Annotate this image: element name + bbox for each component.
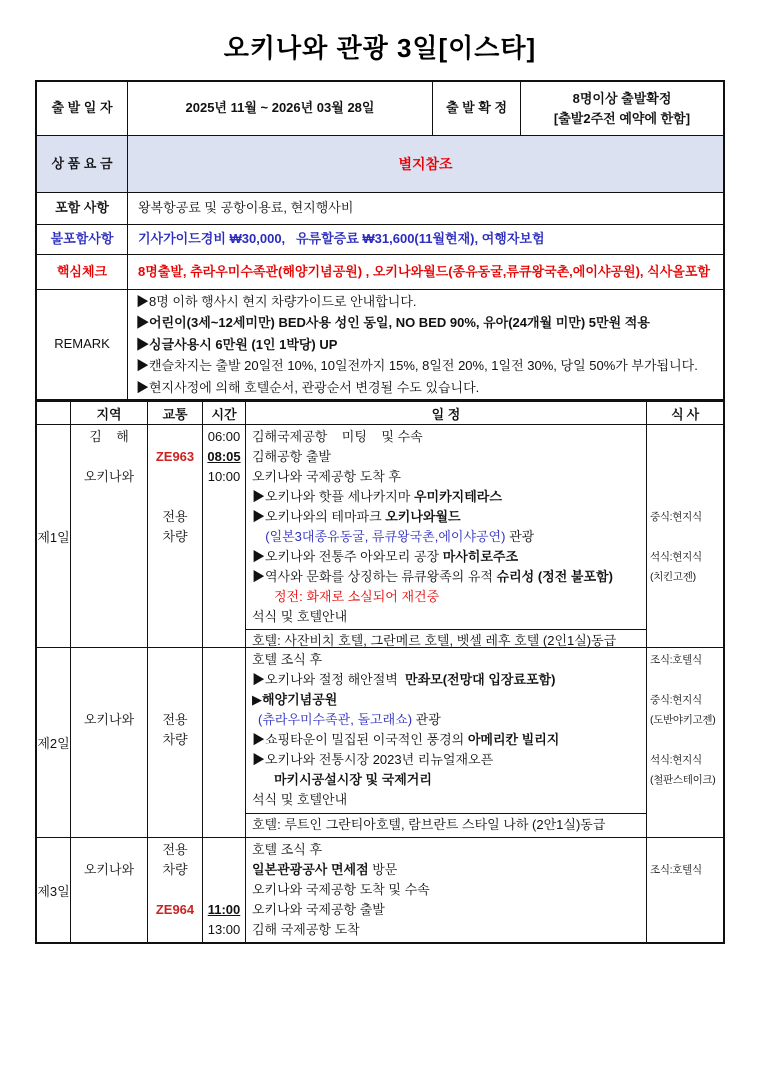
text-line bbox=[71, 840, 147, 860]
text-line bbox=[650, 527, 720, 547]
text-line: ▶오키나와의 테마파크 오키나와월드 bbox=[252, 509, 461, 524]
day3-schedule-cell bbox=[245, 838, 646, 942]
text-line: (일본3대종유동굴, 류큐왕국촌,에이샤공연) 관광 bbox=[258, 529, 535, 544]
day3-region bbox=[70, 838, 147, 942]
day2-schedule bbox=[246, 648, 646, 813]
core-check-value: 8명출발, 츄라우미수족관(해양기념공원) , 오키나와월드(종유동굴,류큐왕국촌,에이샤공원), 식사올포함 bbox=[127, 255, 723, 289]
text-line: ▶오키나와 전통시장 2023년 리뉴얼재오픈 bbox=[252, 752, 494, 767]
day1-schedule bbox=[246, 425, 646, 629]
info-row-exclude bbox=[37, 224, 723, 254]
header-time: 시간 bbox=[202, 402, 245, 424]
text-line: 호텔 조식 후 bbox=[252, 652, 323, 667]
text-line bbox=[148, 467, 202, 487]
text-line: 김해 국제공항 도착 bbox=[252, 922, 360, 937]
day1-transport bbox=[147, 425, 202, 647]
text-line bbox=[71, 670, 147, 690]
day2-time bbox=[202, 648, 245, 837]
exclude-value: 기사가이드경비 ₩30,000, 유류할증료 ₩31,600(11월현재), 여행자보험 bbox=[127, 225, 723, 254]
text-line: 마키시공설시장 및 국제거리 bbox=[274, 772, 432, 787]
text-line bbox=[650, 487, 720, 507]
text-line: 오키나와 국제공항 도착 후 bbox=[252, 469, 401, 484]
departure-date-value: 2025년 11월 ~ 2026년 03월 28일 bbox=[127, 82, 432, 135]
exclude-label: 불포함사항 bbox=[50, 231, 114, 247]
page-title: 오키나와 관광 3일[이스타] bbox=[223, 33, 537, 63]
price-value: 별지참조 bbox=[127, 136, 723, 192]
price-label: 상 품 요 금 bbox=[51, 155, 113, 171]
text-line bbox=[650, 840, 720, 860]
confirm-line-2: [출발2주전 예약에 한함] bbox=[553, 110, 691, 126]
info-row-core-check bbox=[37, 254, 723, 289]
text-line bbox=[650, 670, 720, 690]
text-line: 김해국제공항 미팅 및 수속 bbox=[252, 429, 423, 444]
text-line: ▶어린이(3세~12세미만) BED사용 성인 동일, NO BED 90%, 유아(24개월 미만) 5만원 적용 bbox=[136, 315, 650, 331]
info-row-include bbox=[37, 192, 723, 224]
day3-time bbox=[202, 838, 245, 942]
day2-label: 제2일 bbox=[37, 736, 70, 751]
day1-row bbox=[37, 424, 723, 647]
text-line: (츄라우미수족관, 돌고래쇼) 관광 bbox=[258, 712, 441, 727]
text-line: ▶해양기념공원 bbox=[252, 692, 338, 707]
text-line: 석식:현지식 bbox=[650, 551, 702, 563]
text-line: ▶8명 이하 행사시 현지 차량가이드로 안내합니다. bbox=[136, 293, 417, 309]
text-line bbox=[148, 670, 202, 690]
text-line: 10:00 bbox=[207, 469, 241, 484]
day3-row bbox=[37, 837, 723, 942]
text-line bbox=[203, 840, 245, 860]
text-line bbox=[71, 690, 147, 710]
text-line bbox=[148, 650, 202, 670]
day3-label: 제3일 bbox=[37, 883, 70, 899]
text-line: 오키나와 bbox=[83, 469, 135, 484]
text-line: 김해공항 출발 bbox=[252, 449, 331, 464]
text-line: (철판스테이크) bbox=[650, 774, 716, 786]
text-line: ZE964 bbox=[155, 902, 195, 917]
text-line bbox=[650, 730, 720, 750]
remark-label: REMARK bbox=[54, 336, 110, 352]
text-line bbox=[148, 487, 202, 507]
include-label: 포함 사항 bbox=[55, 200, 109, 216]
text-line bbox=[203, 860, 245, 880]
include-value: 왕복항공료 및 공항이용료, 현지행사비 bbox=[127, 193, 723, 224]
info-row-departure bbox=[37, 82, 723, 135]
text-line: ▶오키나와 절정 해안절벽 만좌모(전망대 입장료포함) bbox=[252, 672, 556, 687]
text-line: 중식:현지식 bbox=[650, 694, 702, 706]
text-line: ▶오키나와 전통주 아와모리 공장 마사히로주조 bbox=[252, 549, 519, 564]
departure-confirm-label: 출 발 확 정 bbox=[432, 82, 520, 135]
text-line bbox=[650, 447, 720, 467]
day3-meals bbox=[646, 838, 723, 942]
text-line: 13:00 bbox=[207, 922, 241, 937]
header-day-cell bbox=[37, 402, 70, 424]
text-line: ▶캔슬차지는 출발 20일전 10%, 10일전까지 15%, 8일전 20%, 1일전 30%, 당일 50%가 부가됩니다. bbox=[136, 358, 698, 374]
day1-hotel: 호텔: 사잔비치 호텔, 그란메르 호텔, 벳셀 레후 호텔 (2인1실)동급 bbox=[246, 629, 646, 647]
header-schedule: 일 정 bbox=[245, 402, 646, 424]
day1-meals bbox=[646, 425, 723, 647]
confirm-line-1: 8명이상 출발확정 bbox=[572, 91, 672, 106]
text-line bbox=[71, 650, 147, 670]
text-line: ▶싱글사용시 6만원 (1인 1박당) UP bbox=[136, 336, 338, 352]
text-line: 오키나와 bbox=[83, 712, 135, 727]
text-line: 오키나와 국제공항 출발 bbox=[252, 902, 385, 917]
departure-confirm-value bbox=[520, 82, 723, 135]
day2-region bbox=[70, 648, 147, 837]
text-line: 김 해 bbox=[89, 429, 129, 444]
text-line: ▶오키나와 핫플 세나카지마 우미카지테라스 bbox=[252, 489, 502, 504]
departure-date-label: 출 발 일 자 bbox=[51, 100, 113, 116]
text-line: 전용 bbox=[162, 509, 188, 524]
header-meal: 식 사 bbox=[646, 402, 723, 424]
info-row-remark bbox=[37, 289, 723, 399]
text-line: 차량 bbox=[162, 862, 188, 877]
text-line: 중식:현지식 bbox=[650, 511, 702, 523]
day1-schedule-cell bbox=[245, 425, 646, 647]
text-line: 호텔 조식 후 bbox=[252, 842, 323, 857]
text-line: 석식:현지식 bbox=[650, 754, 702, 766]
text-line: (치킨고젠) bbox=[650, 571, 696, 583]
text-line: 정전: 화재로 소실되어 재건중 bbox=[274, 589, 440, 604]
info-row-price bbox=[37, 135, 723, 192]
text-line bbox=[71, 447, 147, 467]
day1-region bbox=[70, 425, 147, 647]
text-line bbox=[650, 427, 720, 447]
text-line: ▶쇼핑타운이 밀집된 이국적인 풍경의 아메리칸 빌리지 bbox=[252, 732, 560, 747]
info-table bbox=[35, 80, 725, 401]
text-line: 전용 bbox=[162, 842, 188, 857]
day1-label: 제1일 bbox=[37, 529, 70, 545]
day2-hotel: 호텔: 루트인 그란티아호텔, 람브란트 스타일 나하 (2안1실)동급 bbox=[246, 813, 646, 837]
day2-row bbox=[37, 647, 723, 837]
core-check-label: 핵심체크 bbox=[56, 263, 108, 279]
remark-lines bbox=[127, 290, 723, 399]
text-line: 오키나와 국제공항 도착 및 수속 bbox=[252, 882, 430, 897]
text-line: 석식 및 호텔안내 bbox=[252, 792, 348, 807]
day2-schedule-cell bbox=[245, 648, 646, 837]
text-line bbox=[650, 467, 720, 487]
text-line: 일본관광공사 면세점 방문 bbox=[252, 862, 398, 877]
header-transport: 교통 bbox=[147, 402, 202, 424]
day3-schedule bbox=[246, 838, 646, 942]
day3-transport bbox=[147, 838, 202, 942]
text-line: 조식:호텔식 bbox=[650, 654, 702, 666]
text-line: ZE963 bbox=[155, 449, 195, 464]
text-line bbox=[148, 427, 202, 447]
text-line: 08:05 bbox=[207, 449, 241, 464]
text-line: 석식 및 호텔안내 bbox=[252, 609, 348, 624]
text-line: ▶역사와 문화를 상징하는 류큐왕족의 유적 슈리성 (정전 불포함) bbox=[252, 569, 613, 584]
day1-time bbox=[202, 425, 245, 647]
text-line: 전용 bbox=[162, 712, 188, 727]
header-region: 지역 bbox=[70, 402, 147, 424]
text-line bbox=[148, 690, 202, 710]
text-line: 조식:호텔식 bbox=[650, 864, 702, 876]
text-line: 06:00 bbox=[207, 429, 241, 444]
text-line: 차량 bbox=[162, 529, 188, 544]
day2-transport bbox=[147, 648, 202, 837]
text-line: 오키나와 bbox=[83, 862, 135, 877]
text-line: 11:00 bbox=[207, 902, 241, 917]
day2-meals bbox=[646, 648, 723, 837]
itinerary-header-row bbox=[37, 402, 723, 424]
text-line bbox=[203, 880, 245, 900]
itinerary-table bbox=[35, 400, 725, 944]
text-line: (도반야키고젠) bbox=[650, 714, 716, 726]
text-line bbox=[148, 880, 202, 900]
text-line: ▶현지사정에 의해 호텔순서, 관광순서 변경될 수도 있습니다. bbox=[136, 379, 480, 395]
text-line: 차량 bbox=[162, 732, 188, 747]
